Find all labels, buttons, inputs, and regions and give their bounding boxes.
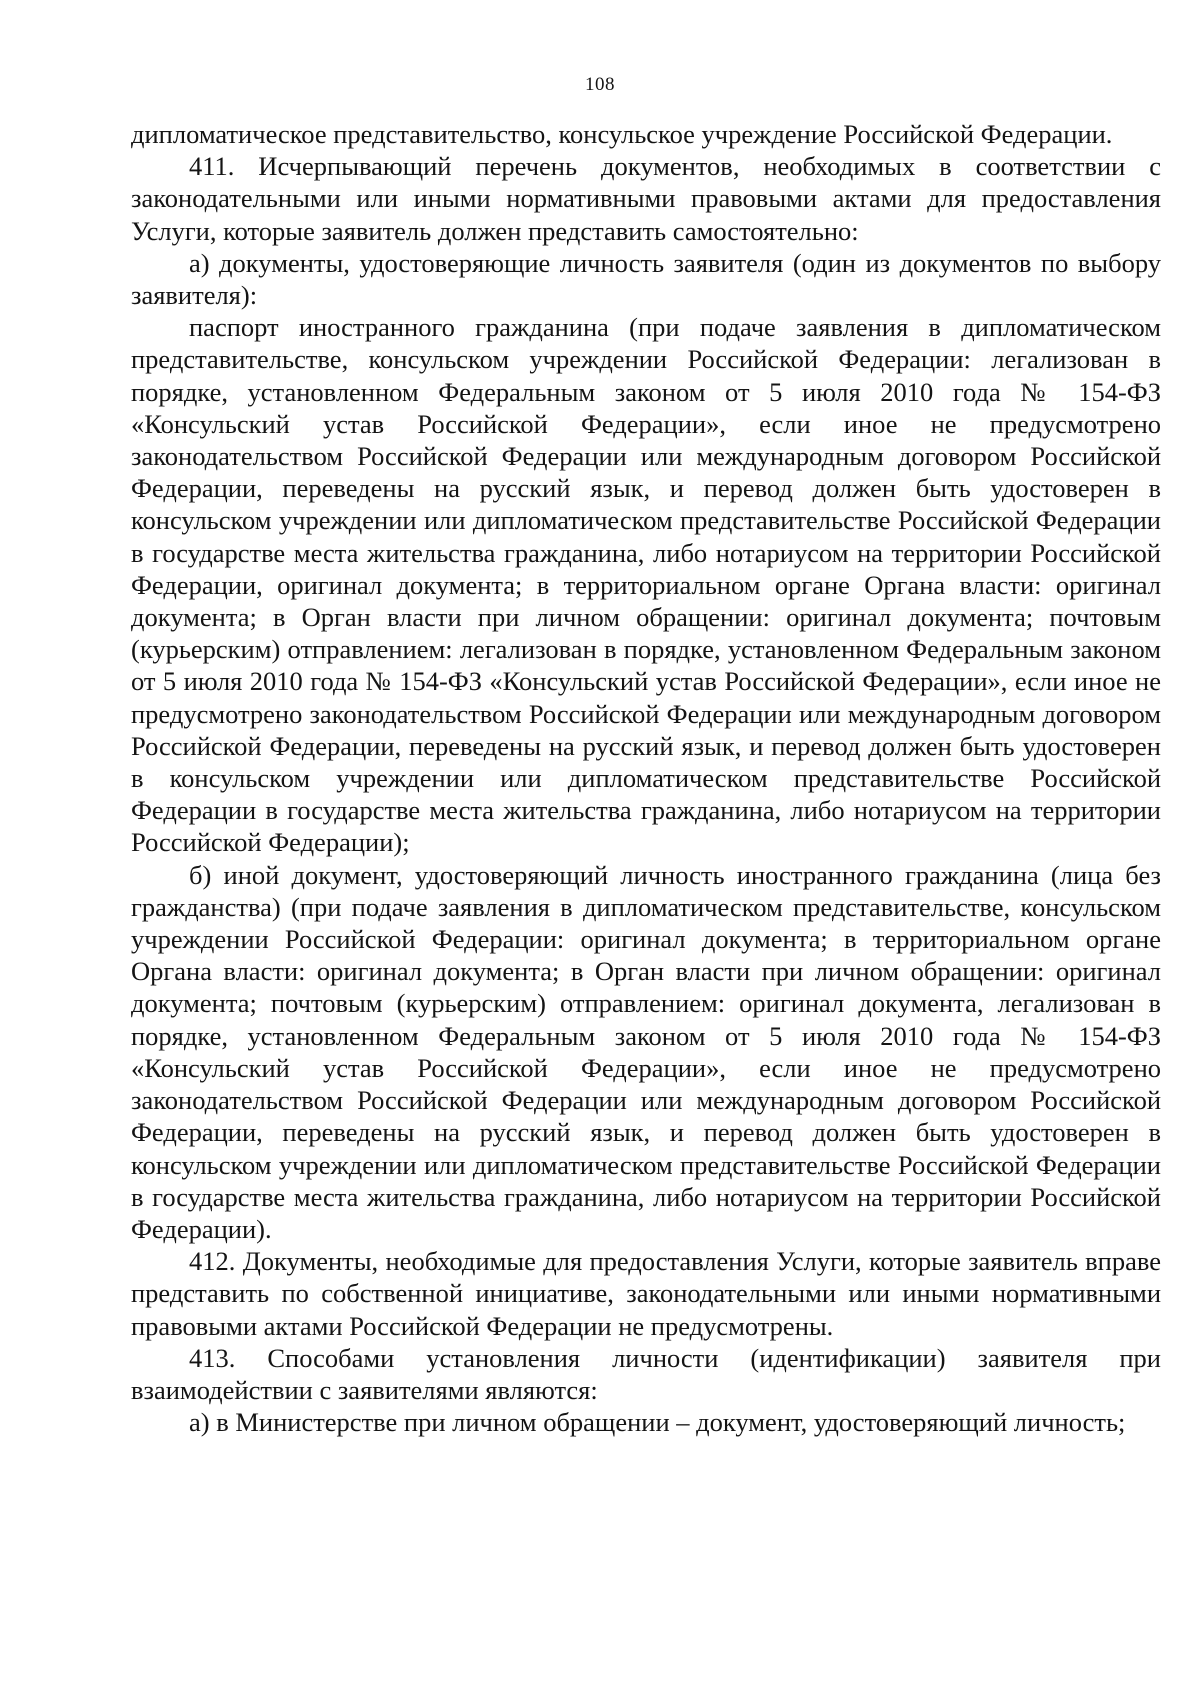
paragraph-412: 412. Документы, необходимые для предоставления Услуги, которые заявитель вправе представить по собственной инициативе, законодательными или иными нормативными правовыми актами Российской Федерации не предусмотрены. xyxy=(131,1246,1161,1341)
document-body xyxy=(131,118,1161,1438)
page-number: 108 xyxy=(585,74,615,95)
paragraph-411: 411. Исчерпывающий перечень документов, необходимых в соответствии с законодательными или иными нормативными правовыми актами для предоставления Услуги, которые заявитель должен представить самостоятельно: xyxy=(131,151,1161,246)
paragraph-413: 413. Способами установления личности (идентификации) заявителя при взаимодействии с заявителями являются: xyxy=(131,1342,1161,1405)
paragraph-411-a: а) документы, удостоверяющие личность заявителя (один из документов по выбору заявителя): xyxy=(131,247,1161,311)
paragraph-413-a: а) в Министерстве при личном обращении – документ, удостоверяющий личность; xyxy=(189,1407,1126,1438)
paragraph-continuation: дипломатическое представительство, консульское учреждение Российской Федерации. xyxy=(131,119,1113,149)
paragraph-passport: паспорт иностранного гражданина (при подаче заявления в дипломатическом представительстве, консульском учреждении Российской Федерации: легализован в порядке, установленном Федеральным законом от 5 июля 2010 года № 154-ФЗ «Консульский устав Российской Федерации», если иное не предусмотрено законодательством Российской Федерации или международным договором Российской Федерации, переведены на русский язык, и перевод должен быть удостоверен в консульском учреждении или дипломатическом представительстве Российской Федерации в государстве места жительства гражданина, либо нотариусом на территории Российской Федерации, оригинал документа; в территориальном органе Органа власти: оригинал документа; в Орган власти при личном обращении: оригинал документа; почтовым (курьерским) отправлением: легализован в порядке, установленном Федеральным законом от 5 июля 2010 года № 154-ФЗ «Консульский устав Российской Федерации», если иное не предусмотрено законодательством Российской Федерации или международным договором Российской Федерации, переведены на русский язык, и перевод должен быть удостоверен в консульском учреждении или дипломатическом представительстве Российской Федерации в государстве места жительства гражданина, либо нотариусом на территории Российской Федерации); xyxy=(131,312,1161,858)
paragraph-411-b: б) иной документ, удостоверяющий личность иностранного гражданина (лица без гражданства) (при подаче заявления в дипломатическом представительстве, консульском учреждении Российской Федерации: оригинал документа; в территориальном органе Органа власти: оригинал документа; в Орган власти при личном обращении: оригинал документа; почтовым (курьерским) отправлением: оригинал документа, легализован в порядке, установленном Федеральным законом от 5 июля 2010 года № 154-ФЗ «Консульский устав Российской Федерации», если иное не предусмотрено законодательством Российской Федерации или международным договором Российской Федерации, переведены на русский язык, и перевод должен быть удостоверен в консульском учреждении или дипломатическом представительстве Российской Федерации в государстве места жительства гражданина, либо нотариусом на территории Российской Федерации). xyxy=(131,859,1161,1244)
